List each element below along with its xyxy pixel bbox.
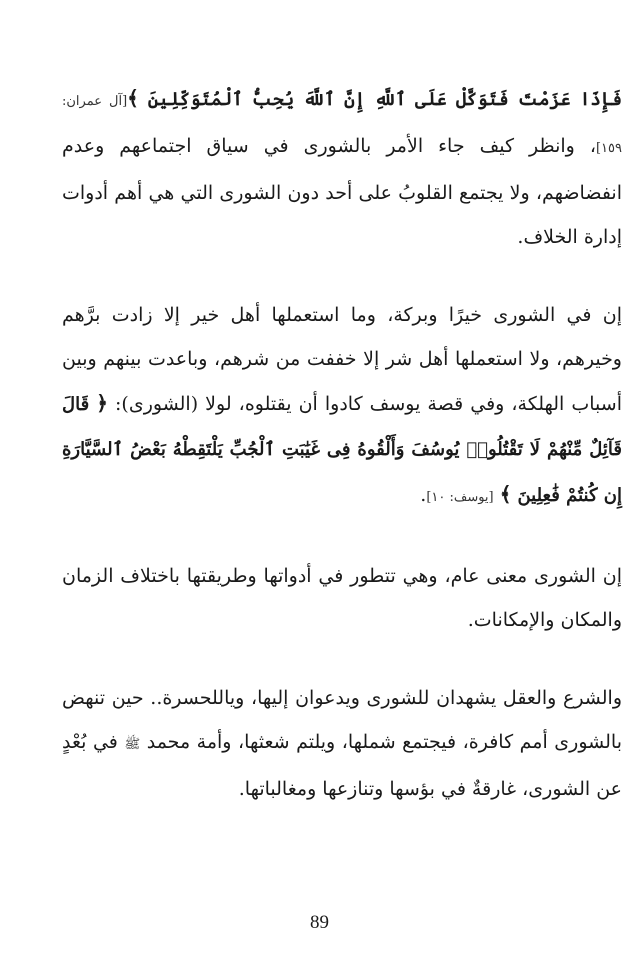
page-body — [62, 76, 622, 811]
paragraph-2 — [62, 293, 622, 520]
paragraph-2-end: . — [420, 484, 427, 506]
paragraph-3-text: إن الشورى معنى عام، وهي تتطور في أدواتها وطريقتها باختلاف الزمان والمكان والإمكانات. — [62, 565, 622, 631]
paragraph-1 — [62, 76, 622, 259]
page-number: 89 — [310, 912, 329, 933]
paragraph-4-text-a: والشرع والعقل يشهدان للشورى ويدعوان إليها، وياللحسرة.. حين تنهض بالشورى أمم كافرة، فيجتمع شملها، ويلتم شعثها، وأمة محمد — [62, 687, 622, 753]
verse-citation-2: [يوسف: ١٠] — [426, 490, 494, 505]
paragraph-3 — [62, 554, 622, 642]
paragraph-1-text: ، وانظر كيف جاء الأمر بالشورى في سياق اجتماعهم وعدم انفضاضهم، ولا يجتمع القلوبُ على أحد دون الشورى التي هي أهم أدوات إدارة الخلاف. — [62, 135, 622, 248]
verse-close-brace: ﴾ — [499, 482, 512, 506]
paragraph-4-text-b: في بُعْدٍ عن الشورى، غارقةٌ في بؤسها وتنازعها ومغالباتها. — [62, 731, 622, 800]
paragraph-4 — [62, 676, 622, 811]
verse-close-brace: ﴾ — [127, 86, 139, 110]
pbuh-ligature: ﷺ — [124, 737, 141, 752]
quran-verse-2: قَالَ قَآئِلٌ مِّنْهُمْ لَا تَقْتُلُوا۟ يُوسُفَ وَأَلْقُوهُ فِى غَيَٰبَتِ ٱلْجُبِّ يَلْتَقِطْهُ بَعْضُ ٱلسَّيَّارَةِ إِن كُنتُمْ فَٰعِلِينَ — [62, 394, 622, 506]
quran-verse-1: فَإِذَا عَزَمْتَ فَتَوَكَّلْ عَلَى ٱللَّهِ إِنَّ ٱللَّهَ يُحِبُّ ٱلْمُتَوَكِّلِينَ — [147, 89, 622, 110]
paragraph-2-text: إن في الشورى خيرًا وبركة، وما استعملها أهل خير إلا زادت برَّهم وخيرهم، ولا استعملها أهل شر إلا خففت من شرهم، وباعدت بينهم وبين أسباب الهلكة، وفي قصة يوسف كادوا أن يقتلوه، لولا (الشورى): — [62, 304, 622, 415]
verse-open-brace: ﴿ — [96, 391, 108, 415]
verse-citation-1: [آل عمران: ١٥٩] — [62, 94, 622, 156]
